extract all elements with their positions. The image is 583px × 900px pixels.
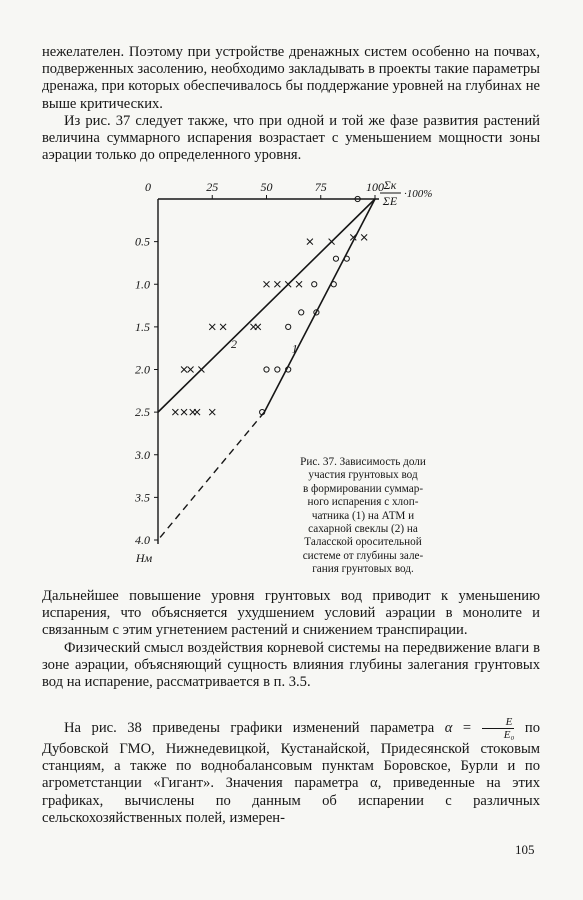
series-2-point (181, 367, 187, 373)
series-1-point (333, 256, 338, 261)
series-1-point (299, 310, 304, 315)
figure-caption (283, 456, 443, 577)
caption-line: Таласской оросительной (304, 536, 422, 549)
fraction-denominator: E₀ (503, 729, 515, 741)
y-ticks (134, 235, 158, 547)
paragraph: Из рис. 37 следует также, что при одной и той же фазе развития растений величина суммарного испарения возрастает с уменьшением мощности зоны аэрации только до определенного уровня. (42, 112, 540, 164)
y-tick-label: 0.5 (135, 234, 150, 249)
paragraph: Дальнейшее повышение уровня грунтовых вод приводит к уменьшению испарения, что объясняется ухудшением условий аэрации в монолите и связанным с этим угнетением растений и снижением транспирации. (42, 588, 540, 639)
caption-line: системе от глубины зале- (302, 549, 424, 562)
caption-line: сахарной свеклы (2) на (308, 523, 418, 536)
paragraph: Физический смысл воздействия корневой системы на передвижение влаги в зоне аэрации, объясняющий сущность влияния глубины залегания грунтовых вод на испарение, рассматривается в п. 3.5. (42, 639, 540, 691)
y-tick-label: 3.0 (135, 447, 150, 462)
series-2-point (361, 234, 367, 240)
y-axis-label: Нм (135, 551, 153, 565)
series-1-extrapolation (158, 412, 264, 540)
x-tick-label: 0 (145, 180, 151, 194)
paragraph-block-top (42, 44, 540, 164)
caption-line: в формировании суммар- (302, 482, 424, 495)
y-tick-label: 2.0 (135, 362, 150, 377)
series-2-point (329, 239, 335, 245)
data-points (172, 196, 367, 415)
caption-line: Рис. 37. Зависимость доли (300, 456, 426, 468)
y-tick-label: 1.0 (135, 277, 150, 292)
paragraph-block-middle (42, 588, 540, 691)
fraction (482, 716, 515, 741)
y-tick-label: 3.5 (135, 490, 150, 505)
series-2-point (255, 324, 261, 330)
x-ticks (145, 180, 384, 199)
series-1-point (344, 256, 349, 261)
paragraph (42, 716, 540, 827)
alpha-symbol: α (444, 719, 453, 736)
x-axis-label-suffix: ·100% (404, 188, 433, 200)
series-1-point (331, 282, 336, 287)
x-tick-label: 75 (314, 180, 327, 194)
caption-line: чатника (1) на АТМ и (311, 509, 415, 522)
series-2-line (158, 199, 375, 412)
series-2-point (209, 409, 215, 415)
body-text: по Дубовской ГМО, Нижнедевицкой, Кустанайской, Придесянской стоковым станциям, а также по воднобалансовым пунктам Боровское, Бурли и по агрометстанции «Гигант». Значения параметра α, приведенные на этих графиках, вычислены по данным об испарении с различных сельскохозяйственных полей, измерен- (42, 719, 540, 826)
x-axis-label-numerator: Σк (383, 178, 397, 192)
series-2-point (264, 281, 270, 287)
series-2-point (198, 367, 204, 373)
caption-line: ного испарения с хлоп- (307, 496, 419, 509)
x-tick-label: 25 (206, 180, 219, 194)
series-2-point (307, 239, 313, 245)
page-number: 105 (515, 842, 535, 857)
series-1-point (286, 324, 291, 329)
equals-sign: = (452, 719, 482, 736)
series-1-point (312, 282, 317, 287)
series-2-point (220, 324, 226, 330)
series-2-label: 2 (230, 337, 237, 352)
paragraph: нежелателен. Поэтому при устройстве дренажных систем особенно на почвах, подверженных засолению, необходимо закладывать в проекты такие параметры дренажа, при которых обеспечивалось бы поддержание уровней на глубинах не выше критических. (42, 44, 540, 112)
series-1-point (264, 367, 269, 372)
caption-line: участия грунтовых вод (308, 469, 418, 482)
y-tick-label: 1.5 (135, 319, 150, 334)
series-2-point (209, 324, 215, 330)
caption-line: гания грунтовых вод. (312, 563, 414, 576)
series-2-point (194, 409, 200, 415)
series-2-point (296, 281, 302, 287)
x-tick-label: 50 (260, 180, 273, 194)
y-tick-label: 4.0 (135, 533, 150, 547)
series-2-point (285, 281, 291, 287)
series-1-label: 1 (291, 341, 298, 356)
x-tick-label: 100 (366, 180, 384, 194)
series-1-point (275, 367, 280, 372)
paragraph-block-bottom (42, 716, 540, 827)
x-axis-label-denominator: ΣЕ (382, 194, 398, 208)
series-2-point (188, 367, 194, 373)
series-2-point (172, 409, 178, 415)
lead-text: На рис. 38 приведены графики изменений параметра (64, 719, 445, 736)
series-1-line (264, 199, 375, 412)
y-tick-label: 2.5 (135, 405, 150, 420)
fraction-numerator: E (482, 716, 515, 729)
series-2-point (181, 409, 187, 415)
series-2-point (274, 281, 280, 287)
